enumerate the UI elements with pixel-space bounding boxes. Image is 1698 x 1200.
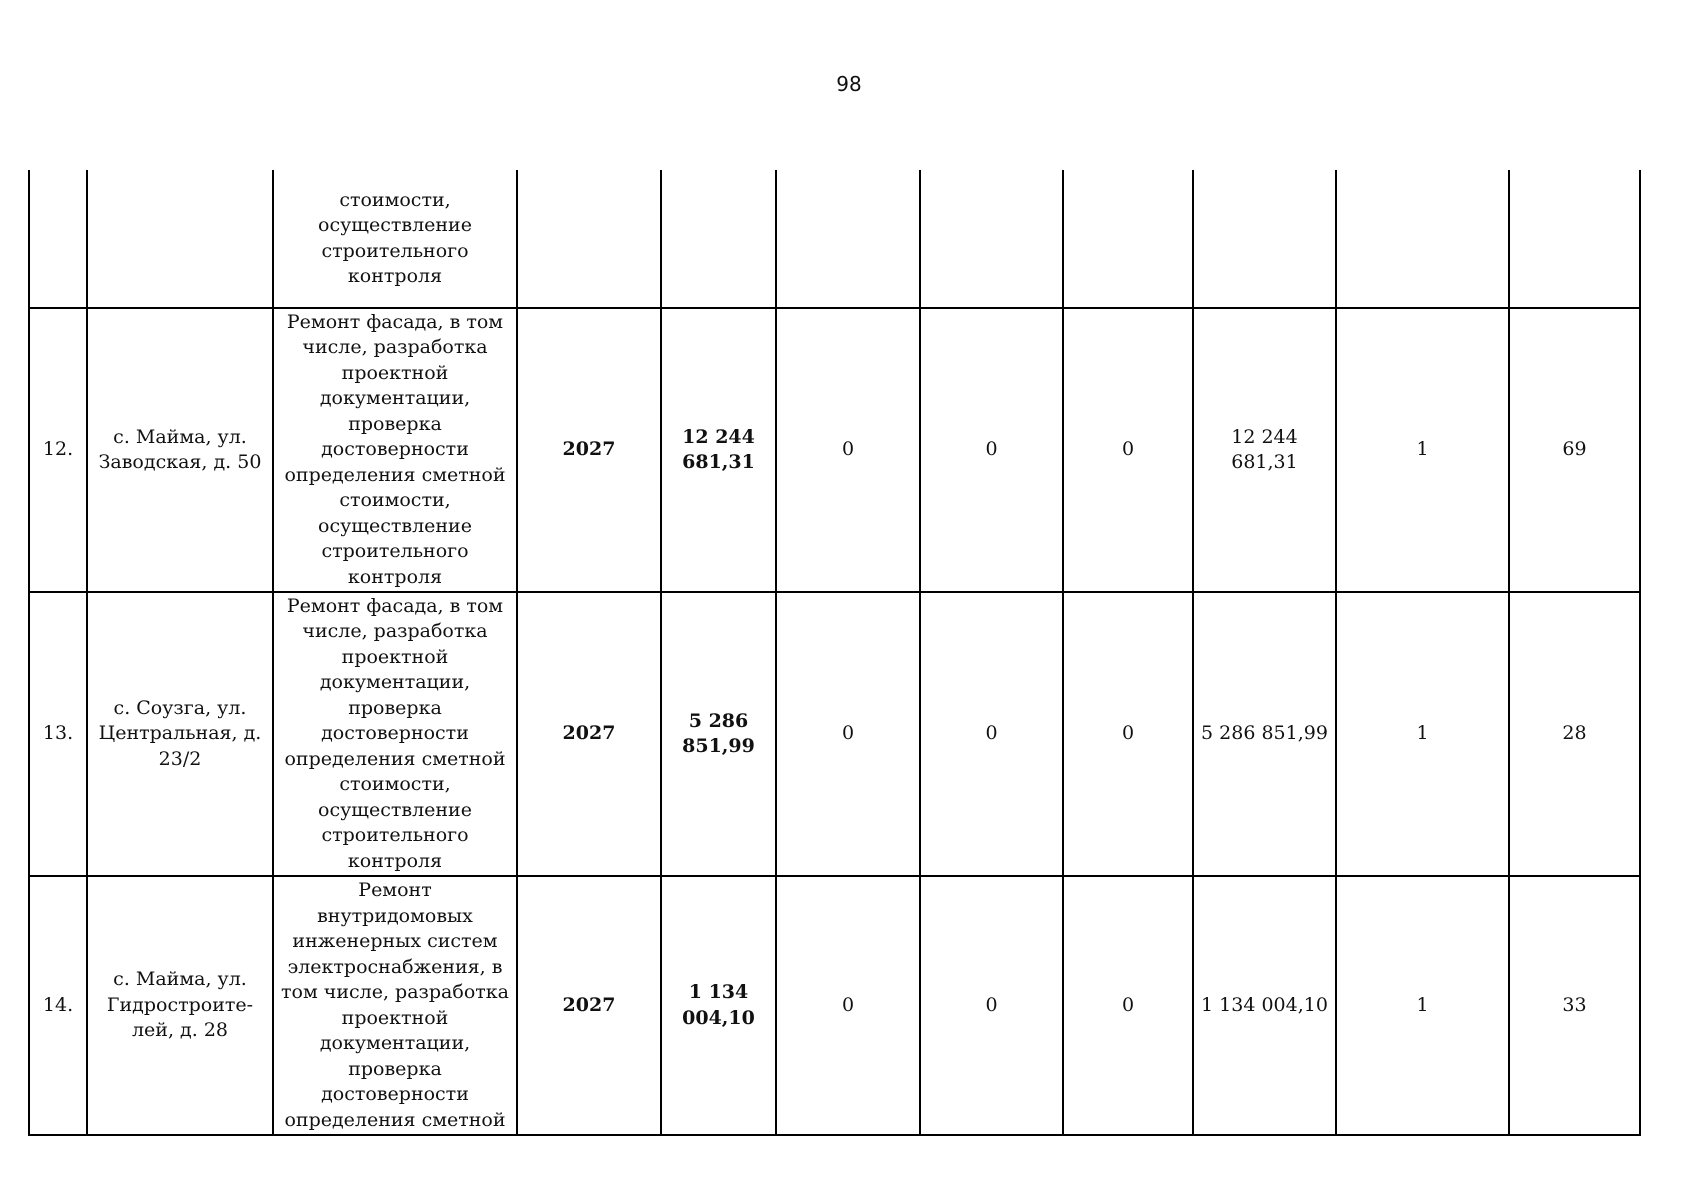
cell-col10: 1 (1336, 308, 1509, 592)
cell-no: 14. (29, 876, 87, 1135)
cell-total: 5 286 851,99 (661, 592, 776, 876)
page-number: 98 (836, 72, 862, 96)
cell-col6: 0 (776, 876, 920, 1135)
table-row (29, 876, 1640, 1135)
table-row (29, 592, 1640, 876)
cell-year (517, 170, 661, 308)
cell-address (87, 170, 273, 308)
cell-year: 2027 (517, 308, 661, 592)
cell-col9: 1 134 004,10 (1193, 876, 1336, 1135)
table-row-continuation (29, 170, 1640, 308)
cell-col10: 1 (1336, 592, 1509, 876)
cell-col11: 33 (1509, 876, 1640, 1135)
cell-no: 13. (29, 592, 87, 876)
cell-total (661, 170, 776, 308)
cell-col8: 0 (1063, 592, 1193, 876)
cell-col11: 28 (1509, 592, 1640, 876)
cell-address: с. Майма, ул. Заводская, д. 50 (87, 308, 273, 592)
cell-col7: 0 (920, 592, 1063, 876)
cell-col8: 0 (1063, 308, 1193, 592)
cell-col7: 0 (920, 876, 1063, 1135)
cell-work: стоимости, осуществление строительного контроля (273, 170, 517, 308)
cell-col8 (1063, 170, 1193, 308)
cell-year: 2027 (517, 876, 661, 1135)
cell-col6: 0 (776, 308, 920, 592)
cell-col10 (1336, 170, 1509, 308)
cell-work: Ремонт фасада, в том числе, разработка проектной документации, проверка достоверности определения сметной стоимости, осуществление строительного контроля (273, 308, 517, 592)
cell-no (29, 170, 87, 308)
cell-col9: 5 286 851,99 (1193, 592, 1336, 876)
cell-address: с. Соузга, ул. Центральная, д. 23/2 (87, 592, 273, 876)
cell-work: Ремонт фасада, в том числе, разработка проектной документации, проверка достоверности определения сметной стоимости, осуществление строительного контроля (273, 592, 517, 876)
cell-col7 (920, 170, 1063, 308)
cell-col9 (1193, 170, 1336, 308)
cell-col6: 0 (776, 592, 920, 876)
cell-work: Ремонт внутридомовых инженерных систем электроснабжения, в том числе, разработка проектной документации, проверка достоверности определения сметной (273, 876, 517, 1135)
capital-repair-table (28, 170, 1641, 1136)
cell-col11 (1509, 170, 1640, 308)
cell-col10: 1 (1336, 876, 1509, 1135)
table-row (29, 308, 1640, 592)
cell-no: 12. (29, 308, 87, 592)
cell-col11: 69 (1509, 308, 1640, 592)
cell-address: с. Майма, ул. Гидростроите- лей, д. 28 (87, 876, 273, 1135)
cell-total: 12 244 681,31 (661, 308, 776, 592)
cell-col8: 0 (1063, 876, 1193, 1135)
cell-col6 (776, 170, 920, 308)
cell-col7: 0 (920, 308, 1063, 592)
cell-year: 2027 (517, 592, 661, 876)
cell-col9: 12 244 681,31 (1193, 308, 1336, 592)
cell-total: 1 134 004,10 (661, 876, 776, 1135)
